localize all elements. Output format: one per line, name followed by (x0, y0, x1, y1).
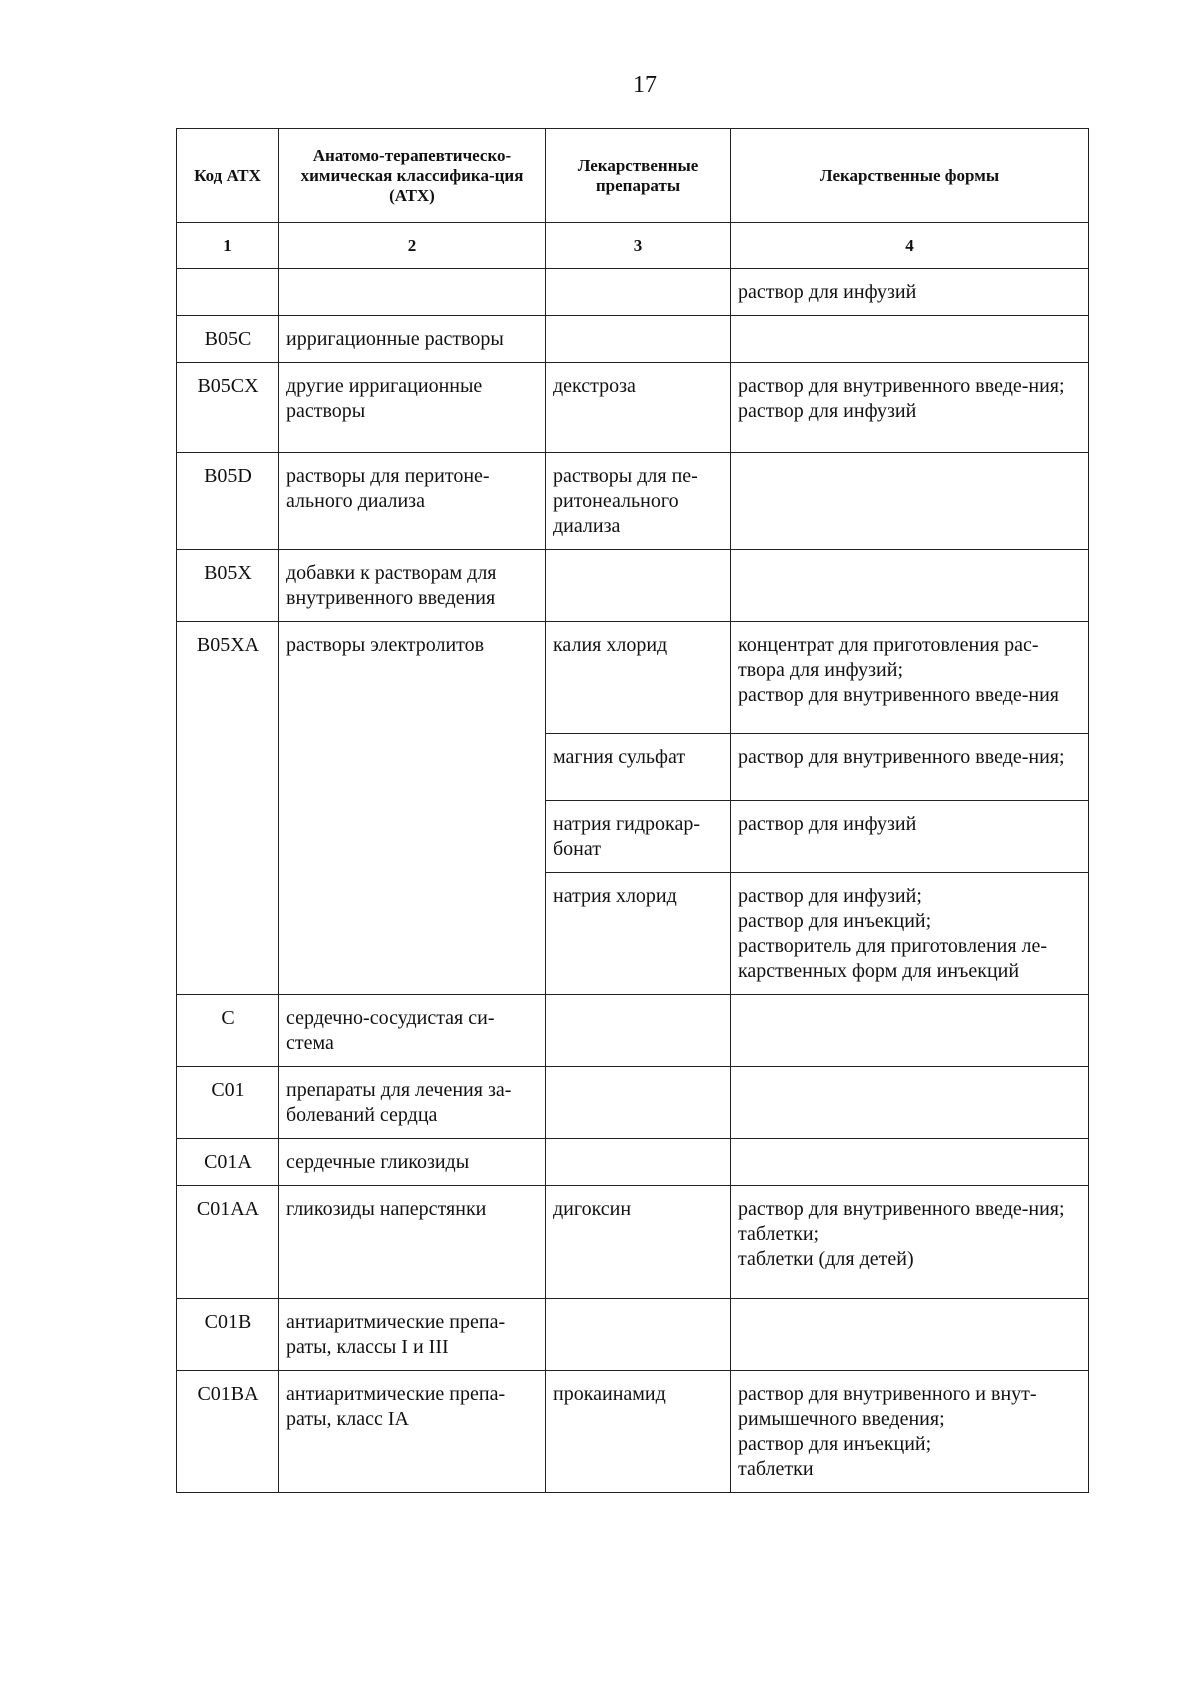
atx-class-cell: сердечные гликозиды (279, 1139, 546, 1186)
dosage-form-line: раствор для инфузий; (738, 885, 922, 907)
atx-class-cell: гликозиды наперстянки (279, 1186, 546, 1299)
table-row (177, 269, 1089, 316)
table-row (177, 1186, 1089, 1299)
drug-cell (546, 269, 731, 316)
forms-cell (731, 734, 1089, 801)
column-number: 4 (731, 223, 1089, 269)
atx-class-cell: растворы электролитов (279, 622, 546, 995)
atx-class-cell: антиаритмические препа-раты, классы I и III (279, 1299, 546, 1371)
atx-code-cell: C01 (177, 1067, 279, 1139)
forms-cell (731, 873, 1089, 995)
atx-class-cell: растворы для перитоне-ального диализа (279, 453, 546, 550)
drug-cell: дигоксин (546, 1186, 731, 1299)
header-row (177, 129, 1089, 223)
atx-code-cell: C01AA (177, 1186, 279, 1299)
table-row (177, 453, 1089, 550)
dosage-form-line: растворитель для приготовления ле-карственных форм для инъекций (738, 935, 1048, 982)
header-code: Код АТХ (177, 129, 279, 223)
drug-cell (546, 316, 731, 363)
table-row (177, 1139, 1089, 1186)
dosage-form-line: раствор для внутривенного введе-ния; (738, 1198, 1065, 1220)
forms-cell (731, 1139, 1089, 1186)
forms-cell (731, 1371, 1089, 1493)
dosage-form-line: раствор для внутривенного введе-ния; (738, 746, 1065, 768)
dosage-form-line: раствор для инъекций; (738, 1433, 932, 1455)
dosage-form-line: раствор для инъекций; (738, 910, 932, 932)
atx-code-cell: C (177, 995, 279, 1067)
atx-class-cell: препараты для лечения за-болеваний сердца (279, 1067, 546, 1139)
column-number: 1 (177, 223, 279, 269)
atx-class-cell: антиаритмические препа-раты, класс IA (279, 1371, 546, 1493)
drug-cell: магния сульфат (546, 734, 731, 801)
header-classification: Анатомо-терапевтическо-химическая классифика-ция (АТХ) (279, 129, 546, 223)
table-row (177, 622, 1089, 734)
table-row (177, 1067, 1089, 1139)
drug-cell: калия хлорид (546, 622, 731, 734)
atx-code-cell: C01BA (177, 1371, 279, 1493)
drug-cell: натрия гидрокар-бонат (546, 801, 731, 873)
atx-class-cell (279, 269, 546, 316)
atx-class-cell: другие ирригационные растворы (279, 363, 546, 453)
forms-cell (731, 1186, 1089, 1299)
table-row (177, 995, 1089, 1067)
drug-cell: декстроза (546, 363, 731, 453)
dosage-form-line: таблетки (738, 1458, 814, 1480)
dosage-form-line: раствор для внутривенного введе-ния (738, 684, 1060, 706)
forms-cell (731, 550, 1089, 622)
dosage-form-line: раствор для инфузий (738, 813, 917, 835)
header-forms: Лекарственные формы (731, 129, 1089, 223)
column-number: 2 (279, 223, 546, 269)
forms-cell (731, 995, 1089, 1067)
atx-code-cell: B05XA (177, 622, 279, 995)
forms-cell (731, 316, 1089, 363)
atx-code-cell: B05CX (177, 363, 279, 453)
drug-cell: прокаинамид (546, 1371, 731, 1493)
drug-cell: натрия хлорид (546, 873, 731, 995)
forms-cell (731, 363, 1089, 453)
forms-cell (731, 453, 1089, 550)
drug-cell (546, 550, 731, 622)
atx-class-cell: сердечно-сосудистая си-стема (279, 995, 546, 1067)
atx-code-cell: B05X (177, 550, 279, 622)
dosage-form-line: раствор для внутривенного введе-ния; (738, 375, 1065, 397)
table-row (177, 363, 1089, 453)
table-row (177, 1299, 1089, 1371)
atx-code-cell: C01A (177, 1139, 279, 1186)
header-drugs: Лекарственные препараты (546, 129, 731, 223)
drug-cell: растворы для пе-ритонеального диализа (546, 453, 731, 550)
table-body (177, 269, 1089, 1493)
dosage-form-line: концентрат для приготовления рас-твора для инфузий; (738, 634, 1039, 681)
atx-table (176, 128, 1089, 1493)
atx-class-cell: ирригационные растворы (279, 316, 546, 363)
atx-code-cell (177, 269, 279, 316)
table-row (177, 550, 1089, 622)
dosage-form-line: таблетки; (738, 1223, 820, 1245)
column-number-row (177, 223, 1089, 269)
page-number: 17 (633, 72, 657, 98)
dosage-form-line: раствор для инфузий (738, 281, 917, 303)
drug-cell (546, 1299, 731, 1371)
forms-cell (731, 622, 1089, 734)
dosage-form-line: таблетки (для детей) (738, 1248, 914, 1270)
atx-code-cell: B05C (177, 316, 279, 363)
forms-cell (731, 1299, 1089, 1371)
table-row (177, 1371, 1089, 1493)
forms-cell (731, 1067, 1089, 1139)
atx-code-cell: B05D (177, 453, 279, 550)
forms-cell (731, 269, 1089, 316)
atx-class-cell: добавки к растворам для внутривенного введения (279, 550, 546, 622)
dosage-form-line: раствор для инфузий (738, 400, 917, 422)
drug-cell (546, 1139, 731, 1186)
drug-cell (546, 1067, 731, 1139)
atx-code-cell: C01B (177, 1299, 279, 1371)
table-row (177, 316, 1089, 363)
forms-cell (731, 801, 1089, 873)
dosage-form-line: раствор для внутривенного и внут-римышечного введения; (738, 1383, 1037, 1430)
column-number: 3 (546, 223, 731, 269)
drug-cell (546, 995, 731, 1067)
